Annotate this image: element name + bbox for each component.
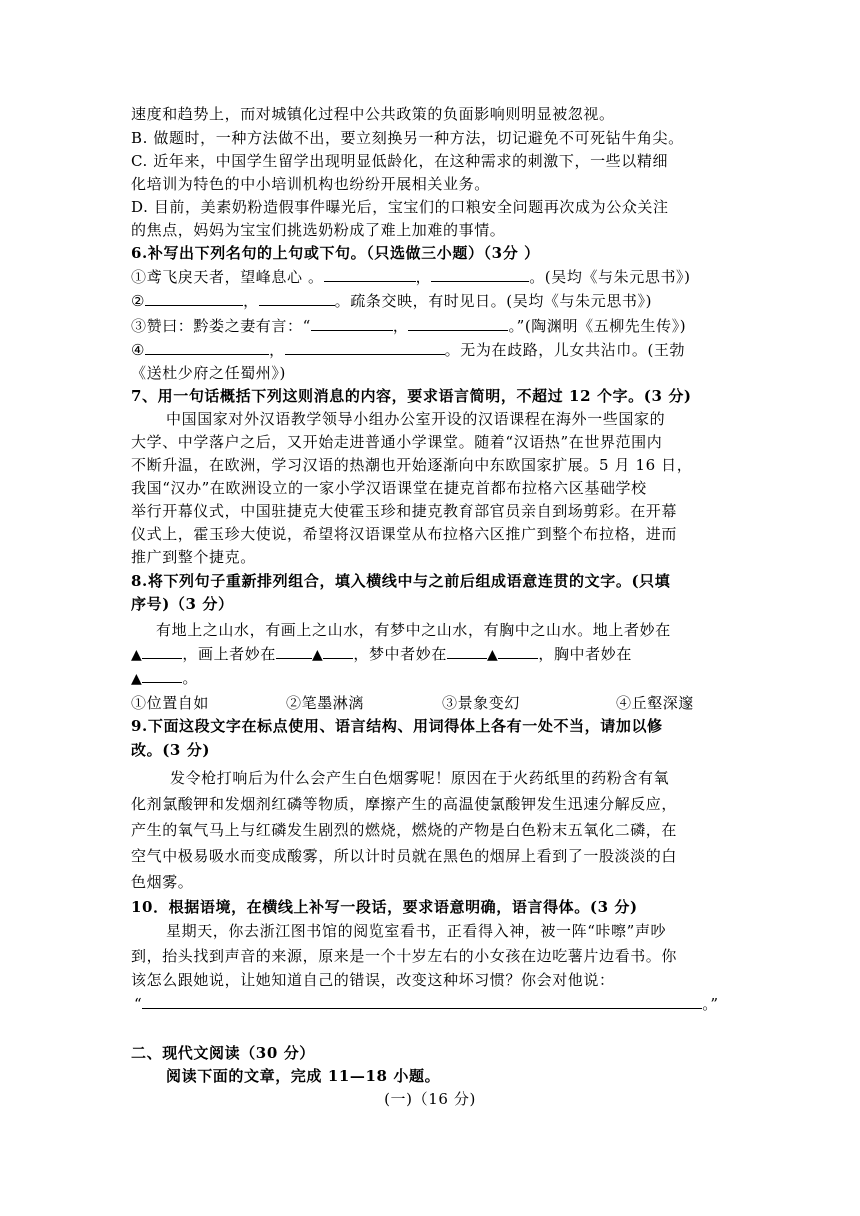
q10-para-line3: 该怎么跟她说，让她知道自己的错误，改变这种坏习惯？你会对他说： [131,971,615,989]
q7-para-line1: 中国国家对外汉语教学领导小组办公室开设的汉语课程在海外一些国家的 [166,410,666,428]
q7-para-line2: 大学、中学落户之后，又开始走进普通小学课堂。随着“汉语热”在世界范围内 [131,433,663,451]
q10-answer-blank[interactable] [142,993,702,1009]
q7-para-line6: 仪式上，霍玉珍大使说，希望将汉语课堂从布拉格六区推广到整个布拉格，进而 [131,525,678,543]
q6-line4-suffix: 。无为在歧路，儿女共沾巾。(王勃 [444,341,686,359]
q5-option-d-line1: D. 目前，美素奶粉造假事件曝光后，宝宝们的口粮安全问题再次成为公众关注 [131,198,669,216]
q8-blank-4[interactable] [142,667,182,683]
q9-para-line3: 产生的氧气马上与红磷发生剧烈的燃烧，燃烧的产物是白色粉末五氧化二磷，在 [131,821,678,839]
triangle-marker-3: ▲ [486,647,499,663]
q10-open-quote: “ [134,995,143,1013]
q5-option-a-tail: 速度和趋势上，而对城镇化过程中公共政策的负面影响则明显被忽视。 [131,105,615,123]
q8-blank-1[interactable] [142,643,182,659]
q8-blank-3b[interactable] [498,643,538,659]
q9-para-line1: 发令枪打响后为什么会产生白色烟雾呢！原因在于火药纸里的药粉含有氧 [170,769,670,787]
q6-line3-prefix: ③赞曰：黔娄之妻有言：“ [131,317,311,335]
q5-option-c-line1: C. 近年来，中国学生留学出现明显低龄化，在这种需求的刺激下，一些以精细 [131,152,669,170]
q9-para-line5: 色烟雾。 [131,873,194,891]
q8-seg-1: ，画上者妙在 [182,645,276,663]
q6-blank-1a[interactable] [324,266,416,282]
q6-blank-1b[interactable] [431,266,529,282]
q7-para-line7: 推广到整个捷克。 [131,548,256,566]
q6-line4-prefix: ④ [131,341,146,359]
section2-intro: 阅读下面的文章，完成 11—18 小题。 [166,1067,441,1085]
q6-line5: 《送杜少府之任蜀州》) [131,364,286,382]
triangle-marker-4: ▲ [131,671,143,687]
q6-line2 [131,290,652,312]
q6-blank-2b[interactable] [259,290,335,306]
q6-blank-3b[interactable] [408,315,508,331]
q8-blank-3a[interactable] [447,643,487,659]
q8-seg-2: ，梦中者妙在 [353,645,447,663]
q8-title-line2: 序号)（3 分） [131,595,234,613]
triangle-marker-1: ▲ [131,647,143,663]
q6-blank-4b[interactable] [285,339,445,355]
q6-title: 6.补写出下列名句的上句或下句。（只选做三小题）（3分 ） [131,244,540,262]
q8-para-line1: 有地上之山水，有画上之山水，有梦中之山水，有胸中之山水。地上者妙在 [156,621,671,639]
section2-subtitle: (一)（16 分) [384,1090,476,1108]
q6-blank-4a[interactable] [145,339,269,355]
q9-para-line4: 空气中极易吸水而变成酸雾，所以计时员就在黑色的烟屏上看到了一股淡淡的白 [131,847,678,865]
q9-title-line1: 9.下面这段文字在标点使用、语言结构、用词得体上各有一处不当，请加以修 [131,717,663,735]
q6-line4 [131,339,685,361]
q6-line1 [131,266,691,288]
q6-line4-sep: ， [269,341,285,359]
q8-blank-2a[interactable] [276,643,312,659]
q6-line3-suffix: 。”(陶渊明《五柳先生传》) [508,317,687,335]
q10-para-line1: 星期天，你去浙江图书馆的阅览室看书，正看得入神，被一阵“咔嚓”声吵 [166,922,667,940]
q6-blank-2a[interactable] [145,290,243,306]
q8-option-4: ④丘壑深邃 [616,694,695,712]
q5-option-b: B. 做题时，一种方法做不出，要立刻换另一种方法，切记避免不可死钻牛角尖。 [131,129,684,147]
q6-line3-sep: ， [392,317,409,335]
q7-para-line3: 不断升温，在欧洲，学习汉语的热潮也开始逐渐向中东欧国家扩展。5 月 16 日， [131,456,693,474]
q6-line1-prefix: ①鸢飞戾天者，望峰息心 。 [131,268,324,286]
q6-line1-sep: ， [415,268,432,286]
q9-para-line2: 化剂氯酸钾和发烟剂红磷等物质，摩擦产生的高温使氯酸钾发生迅速分解反应， [131,795,678,813]
q6-line2-prefix: ② [131,292,146,310]
q8-option-1: ①位置自如 [131,694,210,712]
q5-option-c-line2: 化培训为特色的中小培训机构也纷纷开展相关业务。 [131,175,490,193]
q6-line1-suffix: 。(吴均《与朱元思书》) [529,268,691,286]
q8-seg-3: ，胸中者妙在 [538,645,632,663]
q8-option-2: ②笔墨淋漓 [286,694,365,712]
q8-options [131,692,694,714]
q6-line2-suffix: 。疏条交映，有时见日。(吴均《与朱元思书》) [334,292,653,310]
q7-title: 7、用一句话概括下列这则消息的内容，要求语言简明，不超过 12 个字。(3 分) [131,387,692,405]
q6-line3 [131,315,686,337]
q10-para-line2: 到，抬头找到声音的来源，原来是一个十岁左右的小女孩在边吃薯片边看书。你 [131,947,678,965]
q8-blank-2b[interactable] [323,643,353,659]
q6-blank-3a[interactable] [311,315,393,331]
q8-end-mark: 。 [182,669,198,687]
q8-para-line3 [131,667,198,690]
section2-title: 二、现代文阅读（30 分） [131,1044,315,1062]
q10-title: 10．根据语境，在横线上补写一段话，要求语意明确，语言得体。(3 分) [131,898,638,916]
q8-option-3: ③景象变幻 [442,694,521,712]
triangle-marker-2: ▲ [311,647,324,663]
q5-option-d-line2: 的焦点，妈妈为宝宝们挑选奶粉成了难上加难的事情。 [131,221,506,239]
q10-close-quote: 。” [702,995,719,1013]
q8-title-line1: 8.将下列句子重新排列组合，填入横线中与之前后组成语意连贯的文字。(只填 [131,572,671,590]
q6-line2-sep: ， [243,292,259,310]
q8-para-line2 [131,643,632,666]
q10-answer-line [134,993,719,1015]
q7-para-line5: 举行开幕仪式，中国驻捷克大使霍玉珍和捷克教育部官员亲自到场剪彩。在开幕 [131,502,678,520]
q7-para-line4: 我国“汉办”在欧洲设立的一家小学汉语课堂在捷克首都布拉格六区基础学校 [131,479,647,497]
q9-title-line2: 改。(3 分) [131,741,211,759]
